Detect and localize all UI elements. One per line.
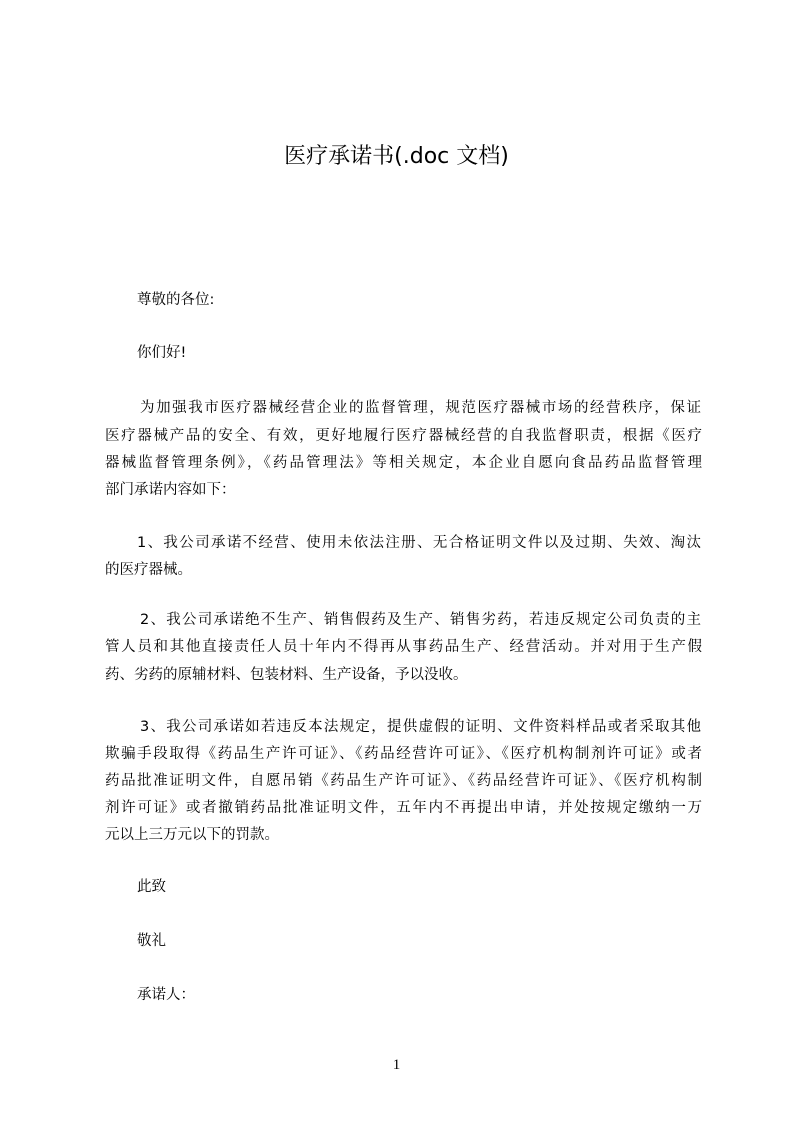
greeting: 你们好!: [137, 345, 187, 361]
signatory-label: 承诺人：: [137, 987, 195, 1003]
closing-line-2: 敬礼: [137, 933, 166, 949]
salutation: 尊敬的各位:: [137, 292, 215, 308]
paragraph-line: 欺骗手段取得《药品生产许可证》、《药品经营许可证》、《医疗机构制剂许可证》或者: [105, 746, 702, 762]
paragraph-line: 1、我公司承诺不经营、使用未依法注册、无合格证明文件以及过期、失效、淘汰: [137, 535, 701, 551]
paragraph-line: 的医疗器械。: [105, 562, 192, 578]
paragraph-line: 为加强我市医疗器械经营企业的监督管理，规范医疗器械市场的经营秩序，保证: [140, 400, 701, 416]
paragraph-line: 药、劣药的原辅材料、包装材料、生产设备，予以没收。: [105, 667, 468, 683]
paragraph-line: 医疗器械产品的安全、有效，更好地履行医疗器械经营的自我监督职责，根据《医疗: [105, 428, 702, 444]
closing-line-1: 此致: [137, 879, 166, 895]
paragraph-line: 部门承诺内容如下：: [105, 482, 236, 498]
page-number: 1: [392, 1057, 401, 1073]
paragraph-line: 2、我公司承诺绝不生产、销售假药及生产、销售劣药，若违反规定公司负责的主: [140, 612, 701, 628]
paragraph-line: 3、我公司承诺如若违反本法规定，提供虚假的证明、文件资料样品或者采取其他: [140, 719, 701, 735]
paragraph-line: 元以上三万元以下的罚款。: [105, 827, 279, 843]
paragraph-line: 器械监督管理条例》，《药品管理法》等相关规定，本企业自愿向食品药品监督管理: [105, 455, 702, 471]
document-title: 医疗承诺书(.doc 文档): [284, 144, 509, 169]
paragraph-line: 剂许可证》或者撤销药品批准证明文件，五年内不再提出申请，并处按规定缴纳一万: [105, 800, 702, 816]
paragraph-line: 管人员和其他直接责任人员十年内不得再从事药品生产、经营活动。并对用于生产假: [105, 639, 702, 655]
paragraph-line: 药品批准证明文件，自愿吊销《药品生产许可证》、《药品经营许可证》、《医疗机构制: [105, 773, 702, 789]
